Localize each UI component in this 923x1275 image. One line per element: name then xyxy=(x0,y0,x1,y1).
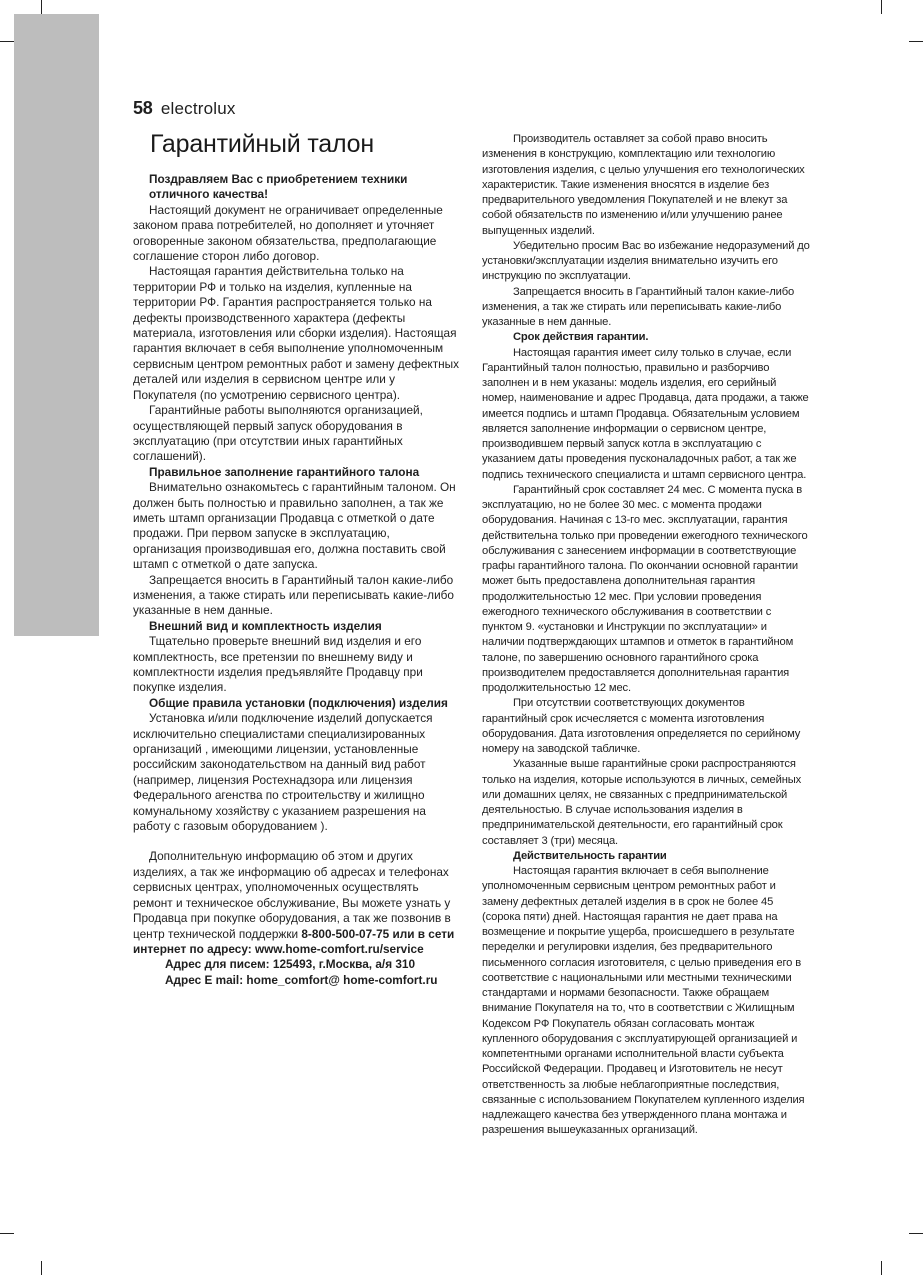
paragraph: Настоящий документ не ограничивает определенные законом права потребителей, но дополняет и уточняет оговоренные законом обязательства, предполагающие соглашение сторон либо договор. xyxy=(133,202,443,264)
crop-mark xyxy=(909,1233,923,1234)
crop-mark xyxy=(881,0,882,14)
paragraph: Настоящая гарантия действительна только на территории РФ и только на изделия, купленные на территории РФ. Гарантия распространяется только на дефекты производственного характера (дефекты материала, изготовления или сборки изделия). Настоящая гарантия включает в себя выполнение уполномоченным сервисным центром ремонтных работ и замену дефектных деталей или изделия в сервисном центре или у Покупателя (по усмотрению сервисного центра). xyxy=(133,264,460,402)
page-header xyxy=(133,98,236,119)
side-tab-bar xyxy=(14,14,99,636)
paragraph: Установка и/или подключение изделий допускается исключительно специалистами специализированных организаций , имеющими лицензии, установленные российским законодательством на данный вид работ (например, лицензия Ростехнадзора или лицензия Федерального агенства по строительству и жилищно комунальному хозяйству с указанием разрешения на работу с газовым оборудованием ). xyxy=(133,711,433,834)
paragraph: Указанные выше гарантийные сроки распространяются только на изделия, которые используются в личных, семейных или домашних целях, не связанных с предпринимательской деятельностью. В случае использования изделия в предпринимательской деятельности, его гарантийный срок составляет 3 (три) месяца. xyxy=(482,758,802,847)
page-title: Гарантийный талон xyxy=(150,130,374,158)
contact-text: Дополнительную информацию об этом и других изделиях, а так же информацию об адресах и телефонах сервисных центрах, уполномоченных осуществлять ремонт и техническое обслуживание, Вы можете узнать у Продавца при покупке оборудования, а так же позвонив в центр технической поддержки xyxy=(133,849,451,941)
paragraph: Запрещается вносить в Гарантийный талон какие-либо изменения, а также стирать или переписывать какие-либо указанные в нем данные. xyxy=(133,572,454,618)
brand-name: electrolux xyxy=(160,99,236,118)
paragraph: Настоящая гарантия имеет силу только в случае, если Гарантийный талон полностью, правильно и разборчиво заполнен и в нем указаны: модель изделия, его серийный номер, наименование и адрес Продавца, дата продажи, а также имеется подпись и штамп Продавца. Обязательным условием является заполнение информации о сервисном центре, производившем первый запуск котла в эксплуатацию с указанием даты проведения пусконаладочных работ, а так же подпись технического специалиста и штамп сервисного центра. xyxy=(482,346,809,481)
address-email: Адрес E mail: home_comfort@ home-comfort.ru xyxy=(165,972,438,987)
left-column xyxy=(133,172,459,988)
crop-mark xyxy=(41,1261,42,1275)
crop-mark xyxy=(881,1261,882,1275)
heading-congrats: Поздравляем Вас с приобретением техники отличного качества! xyxy=(149,172,408,202)
paragraph: Внимательно ознакомьтесь с гарантийным талоном. Он должен быть полностью и правильно заполнен, а так же иметь штамп организации Продавца с отметкой о дате продажи. При первом запуске в эксплуатацию, организация производившая его, должна поставить свой штамп с отметкой о дате запуска. xyxy=(133,480,456,572)
paragraph: Запрещается вносить в Гарантийный талон какие-либо изменения, а так же стирать или переписывать какие-либо указанные в нем данные. xyxy=(482,285,795,328)
heading-fill: Правильное заполнение гарантийного талона xyxy=(149,464,420,479)
crop-mark xyxy=(0,41,14,42)
paragraph: Производитель оставляет за собой право вносить изменения в конструкцию, комплектацию или технологию изготовления изделия, с целью улучшения его технологических характеристик. Такие изменения вносятся в изделие без предварительного уведомления Покупателей и не влекут за собой обязательств по изменению и/или улучшению ранее выпущенных изделий. xyxy=(482,133,805,237)
crop-mark xyxy=(909,41,923,42)
paragraph: Убедительно просим Вас во избежание недоразумений до установки/эксплуатации изделия внимательно изучить его инструкцию по эксплуатации. xyxy=(482,239,810,283)
paragraph-contact xyxy=(133,849,459,957)
address-post: Адрес для писем: 125493, г.Москва, а/я 310 xyxy=(165,957,416,972)
page-number: 58 xyxy=(133,98,153,118)
heading-install: Общие правила установки (подключения) изделия xyxy=(149,695,448,710)
paragraph: Гарантийный срок составляет 24 мес. С момента пуска в эксплуатацию, но не более 30 мес. с момента продажи оборудования. Начиная с 13-го мес. эксплуатации, гарантия действительна только при проведении ежегодного технического обслуживания с занесением информации в соответствующие графы гарантийного талона. По окончании основной гарантии может быть предоставлена дополнительная гарантия продолжительностью 12 мес. При условии проведения ежегодного технического обслуживания в соответствии с пунктом 9. «установки и Инструкции по эксплуатации» и наличии подтверждающих штампов и отметок в гарантийном талоне, по завершению основного гарантийного срока производителем предоставляется дополнительная гарантия продолжительностью 12 мес. xyxy=(482,483,808,694)
paragraph: Тщательно проверьте внешний вид изделия и его комплектность, все претензии по внешнему виду и комплектности изделия предъявляйте Продавцу при покупке изделия. xyxy=(133,634,423,695)
heading-validity: Действительность гарантии xyxy=(513,849,667,862)
paragraph: Гарантийные работы выполняются организацией, осуществляющей первый запуск оборудования в эксплуатацию (при отсутствии иных гарантийных соглашений). xyxy=(133,403,423,464)
right-column xyxy=(482,132,812,1139)
crop-mark xyxy=(0,1233,14,1234)
heading-appearance: Внешний вид и комплектность изделия xyxy=(149,618,382,633)
crop-mark xyxy=(41,0,42,14)
paragraph: При отсутствии соответствующих документов гарантийный срок исчесляется с момента изготовления оборудования. Дата изготовления определяется по серийному номеру на заводской табличке. xyxy=(482,697,801,755)
support-phone-link[interactable]: 8-800-500-07-75 или в сети интернет по адресу: www.home-comfort.ru/service xyxy=(133,926,455,956)
heading-term: Срок действия гарантии. xyxy=(513,331,649,344)
paragraph: Настоящая гарантия включает в себя выполнение уполномоченным сервисным центром ремонтных работ и замену дефектных деталей изделия в в срок не более 45 (сорока пяти) дней. Настоящая гарантия не дает права на возмещение и покрытие ущерба, происшедшего в результате переделки и регулировки изделия, без предварительного письменного согласия изготовителя, с целью приведения его в соответствие с национальными или местными техническими стандартами и нормами безопасности. Также обращаем внимание Покупателя на то, что в соответствии с Жилищным Кодексом РФ Покупатель обязан согласовать монтаж купленного оборудования с эксплуатирующей организацией и компетентными органами исполнительной власти субъекта Российской Федерации. Продавец и Изготовитель не несут ответственность за любые неблагоприятные последствия, связанные с использованием Покупателем купленного изделия надлежащего качества без утвержденного плана монтажа и разрешения вышеуказанных организаций. xyxy=(482,865,805,1137)
